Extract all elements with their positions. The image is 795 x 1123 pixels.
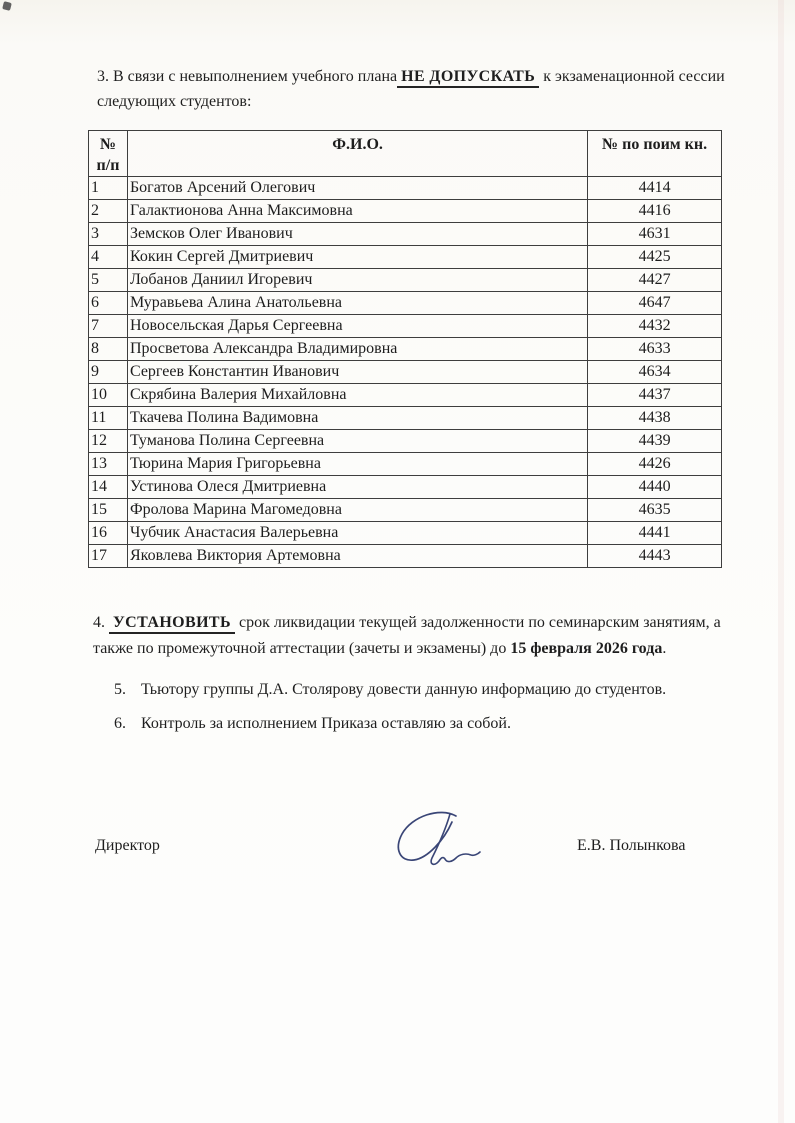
students-table-header [89,131,722,177]
signature-role-label: Директор [95,837,160,854]
scan-corner-artifact [2,1,12,11]
table-row: 4 Кокин Сергей Дмитриевич 4425 [89,246,722,269]
table-row: 12 Туманова Полина Сергеевна 4439 [89,430,722,453]
table-row: 7 Новосельская Дарья Сергеевна 4432 [89,315,722,338]
table-row: 10 Скрябина Валерия Михайловна 4437 [89,384,722,407]
paragraph-4 [93,610,731,662]
paragraph-6-num: 6. [114,715,126,732]
handwritten-signature [388,806,493,870]
paragraph-4-suffix: . [662,640,667,657]
table-row: 15 Фролова Марина Магомедовна 4635 [89,499,722,522]
paragraph-3 [97,64,729,114]
paragraph-4-date: 15 февраля 2026 года [510,640,663,657]
table-row: 6 Муравьева Алина Анатольевна 4647 [89,292,722,315]
table-row: 13 Тюрина Мария Григорьевна 4426 [89,453,722,476]
table-row: 11 Ткачева Полина Вадимовна 4438 [89,407,722,430]
table-row: 9 Сергеев Константин Иванович 4634 [89,361,722,384]
table-row: 5 Лобанов Даниил Игоревич 4427 [89,269,722,292]
students-table [88,130,722,568]
table-row: 14 Устинова Олеся Дмитриевна 4440 [89,476,722,499]
scan-edge-artifact [778,0,784,1123]
header-cell-name: Ф.И.О. [127,131,587,177]
paragraph-4-emphasis: УСТАНОВИТЬ [109,613,235,634]
paragraph-3-tail: к экзаменационной сессии следующих студентов: [97,68,725,110]
paragraph-6-text: Контроль за исполнением Приказа оставляю за собой. [141,715,511,732]
paragraph-4-num: 4. [93,614,109,631]
paragraph-4-middle: срок ликвидации текущей задолженности по семинарским занятиям, а также по промежуточной аттестации (зачеты и экзамены) до [93,614,721,657]
table-row: 2 Галактионова Анна Максимовна 4416 [89,200,722,223]
paragraph-6 [114,711,511,736]
paragraph-5-text: Тьютору группы Д.А. Столярову довести данную информацию до студентов. [141,681,667,698]
table-row: 3 Земсков Олег Иванович 4631 [89,223,722,246]
table-row: 16 Чубчик Анастасия Валерьевна 4441 [89,522,722,545]
table-row: 1 Богатов Арсений Олегович 4414 [89,177,722,200]
signature-name: Е.В. Полынкова [577,837,686,854]
paragraph-3-emphasis: НЕ ДОПУСКАТЬ [397,67,539,88]
paragraph-5-num: 5. [114,681,126,698]
students-table-body [89,177,722,568]
paragraph-5 [114,677,666,702]
header-cell-num: № п/п [89,131,128,177]
paragraph-3-lead: 3. В связи с невыполнением учебного плана [97,68,398,85]
table-row: 8 Просветова Александра Владимировна 4633 [89,338,722,361]
header-cell-book: № по поим кн. [588,131,722,177]
table-row: 17 Яковлева Виктория Артемовна 4443 [89,545,722,568]
